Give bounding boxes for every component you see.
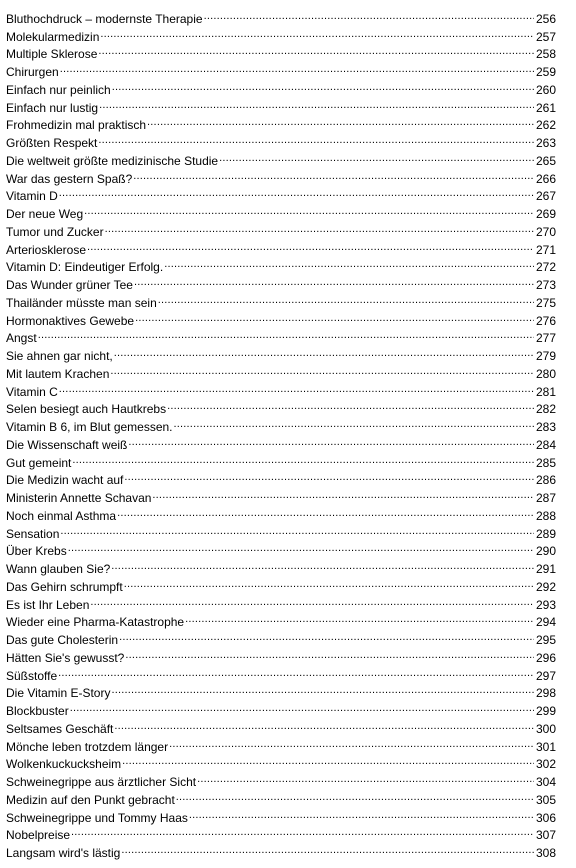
toc-entry-page-number: 279: [535, 349, 556, 363]
toc-entry-page-number: 292: [535, 579, 556, 594]
toc-entry-page-number: 266: [535, 171, 556, 186]
toc-entry: [6, 254, 556, 275]
toc-dot-leader: [110, 360, 534, 378]
toc-dot-leader: [124, 573, 534, 591]
toc-dot-leader: [197, 768, 534, 786]
toc-entry-page-number: 284: [535, 437, 556, 452]
toc-entry-page-number: 282: [535, 402, 556, 417]
toc-entry: [6, 183, 556, 204]
toc-entry-title: Schweinegrippe aus ärztlicher Sicht: [6, 775, 197, 789]
toc-entry: [6, 396, 556, 417]
toc-dot-leader: [122, 751, 534, 769]
toc-entry-page-number: 301: [535, 739, 556, 754]
toc-dot-leader: [135, 307, 534, 325]
toc-dot-leader: [100, 23, 534, 41]
toc-dot-leader: [98, 41, 534, 59]
toc-dot-leader: [38, 325, 534, 343]
toc-entry-title: Bluthochdruck – modernste Therapie: [6, 11, 203, 26]
toc-entry-page-number: 263: [535, 136, 556, 150]
toc-entry: [6, 218, 556, 239]
toc-entry-title: Süßstoffe: [6, 668, 58, 683]
toc-dot-leader: [114, 342, 534, 360]
toc-dot-leader: [117, 502, 534, 520]
toc-entry-page-number: 300: [535, 721, 556, 736]
toc-entry: [6, 520, 556, 541]
toc-entry-title: Vitamin B 6, im Blut gemessen.: [6, 420, 173, 434]
toc-dot-leader: [204, 5, 534, 23]
toc-dot-leader: [111, 555, 534, 573]
toc-entry-title: Wieder eine Pharma-Katastrophe: [6, 615, 185, 630]
toc-entry-title: Die Wissenschaft weiß: [6, 437, 128, 452]
toc-entry-page-number: 260: [535, 82, 556, 97]
toc-entry-page-number: 285: [535, 455, 556, 470]
toc-dot-leader: [189, 804, 534, 822]
toc-dot-leader: [169, 733, 534, 751]
toc-entry-page-number: 269: [535, 207, 556, 221]
toc-entry-title: Größten Respekt: [6, 136, 98, 150]
toc-entry-page-number: 298: [535, 686, 556, 701]
toc-dot-leader: [58, 662, 534, 680]
toc-entry-title: War das gestern Spaß?: [6, 171, 133, 186]
toc-entry-page-number: 277: [535, 331, 556, 346]
toc-entry-page-number: 304: [535, 775, 556, 789]
toc-entry-page-number: 302: [535, 757, 556, 772]
toc-dot-leader: [68, 538, 534, 556]
toc-dot-leader: [158, 289, 534, 307]
toc-entry-page-number: 272: [535, 260, 556, 275]
toc-entry-page-number: 293: [535, 597, 556, 612]
toc-entry-title: Mönche leben trotzdem länger: [6, 739, 169, 754]
toc-entry-title: Hätten Sie's gewusst?: [6, 650, 125, 665]
toc-dot-leader: [128, 431, 534, 449]
toc-entry: [6, 680, 556, 701]
toc-entry-title: Schweinegrippe und Tommy Haas: [6, 810, 188, 825]
toc-entry-page-number: 297: [535, 668, 556, 683]
toc-entry: [6, 555, 556, 576]
toc-dot-leader: [112, 76, 534, 94]
toc-entry-page-number: 286: [535, 473, 556, 488]
toc-entry: [6, 76, 556, 97]
toc-entry-page-number: 259: [535, 65, 556, 79]
toc-entry: [6, 200, 556, 221]
toc-entry-page-number: 270: [535, 224, 556, 239]
toc-entry-page-number: 265: [535, 153, 556, 168]
toc-entry-title: Vitamin C: [6, 384, 58, 399]
toc-entry-page-number: 290: [535, 544, 556, 559]
toc-dot-leader: [59, 378, 534, 396]
toc-entry: [6, 715, 556, 736]
toc-dot-leader: [114, 715, 534, 733]
toc-dot-leader: [219, 147, 534, 165]
toc-entry-page-number: 307: [535, 828, 556, 843]
toc-entry-page-number: 288: [535, 508, 556, 523]
toc-entry: [6, 58, 556, 79]
toc-entry-title: Einfach nur peinlich: [6, 82, 111, 97]
toc-entry-title: Noch einmal Asthma: [6, 508, 117, 523]
toc-entry-page-number: 261: [535, 100, 556, 115]
toc-entry-title: Angst: [6, 331, 37, 346]
toc-dot-leader: [71, 822, 534, 840]
toc-dot-leader: [87, 236, 534, 254]
toc-entry-page-number: 258: [535, 47, 556, 62]
toc-dot-leader: [84, 200, 534, 218]
toc-dot-leader: [121, 839, 534, 857]
toc-entry-title: Thailänder müsste man sein: [6, 295, 157, 310]
toc-entry: [6, 697, 556, 718]
toc-dot-leader: [72, 449, 534, 467]
toc-entry-page-number: 267: [535, 189, 556, 204]
toc-dot-leader: [59, 183, 534, 201]
toc-entry-page-number: 256: [535, 11, 556, 26]
toc-entry: [6, 378, 556, 399]
toc-dot-leader: [90, 591, 534, 609]
toc-dot-leader: [167, 396, 534, 414]
toc-entry-page-number: 308: [535, 846, 556, 860]
toc-dot-leader: [152, 484, 534, 502]
toc-dot-leader: [134, 271, 534, 289]
toc-dot-leader: [174, 413, 534, 431]
toc-entry-title: Nobelpreise: [6, 828, 71, 843]
toc-entry: [6, 822, 556, 843]
toc-entry-page-number: 273: [535, 278, 556, 292]
toc-entry-title: Selen besiegt auch Hautkrebs: [6, 402, 167, 417]
toc-dot-leader: [147, 112, 534, 130]
toc-entry-title: Vitamin D: [6, 189, 58, 204]
toc-entry-page-number: 299: [535, 704, 556, 718]
toc-dot-leader: [70, 697, 534, 715]
toc-dot-leader: [124, 467, 534, 485]
toc-entry: [6, 342, 556, 363]
toc-entry-page-number: 306: [535, 810, 556, 825]
toc-dot-leader: [164, 254, 534, 272]
toc-entry-page-number: 271: [535, 242, 556, 257]
toc-entry: [6, 839, 556, 860]
toc-dot-leader: [119, 626, 534, 644]
toc-entry-title: Die Medizin wacht auf: [6, 473, 124, 488]
toc-entry-title: Frohmedizin mal praktisch: [6, 118, 147, 133]
toc-entry-title: Gut gemeint: [6, 455, 72, 470]
toc-entry-title: Das Gehirn schrumpft: [6, 579, 123, 594]
toc-entry-title: Wolkenkuckucksheim: [6, 757, 122, 772]
toc-entry-title: Wann glauben Sie?: [6, 562, 111, 576]
toc-entry-title: Das gute Cholesterin: [6, 633, 119, 647]
toc-entry: [6, 325, 556, 346]
toc-entry-title: Das Wunder grüner Tee: [6, 278, 133, 292]
toc-dot-leader: [98, 129, 534, 147]
toc-dot-leader: [105, 218, 534, 236]
toc-dot-leader: [176, 786, 534, 804]
toc-entry-title: Molekularmedizin: [6, 29, 100, 44]
toc-entry-page-number: 296: [535, 650, 556, 665]
toc-entry-title: Medizin auf den Punkt gebracht: [6, 792, 175, 807]
toc-entry: [6, 449, 556, 470]
toc-entry-page-number: 281: [535, 384, 556, 399]
toc-entry-page-number: 295: [535, 633, 556, 647]
toc-entry-page-number: 294: [535, 615, 556, 630]
toc-entry-page-number: 257: [535, 29, 556, 44]
toc-entry: [6, 236, 556, 257]
toc-entry-title: Multiple Sklerose: [6, 47, 98, 62]
toc-dot-leader: [185, 609, 534, 627]
toc-dot-leader: [99, 94, 534, 112]
toc-entry-title: Über Krebs: [6, 544, 67, 559]
toc-entry-title: Seltsames Geschäft: [6, 721, 114, 736]
toc-entry-page-number: 289: [535, 526, 556, 541]
toc-entry-title: Vitamin D: Eindeutiger Erfolg.: [6, 260, 164, 275]
toc-entry-title: Blockbuster: [6, 704, 69, 718]
toc-entry: [6, 5, 556, 26]
table-of-contents: [6, 5, 556, 860]
toc-entry: [6, 538, 556, 559]
toc-entry-title: Die Vitamin E-Story: [6, 686, 111, 701]
toc-dot-leader: [111, 680, 533, 698]
toc-entry-page-number: 287: [535, 491, 556, 505]
toc-entry-title: Mit lautem Krachen: [6, 366, 110, 381]
toc-entry: [6, 662, 556, 683]
toc-entry-title: Hormonaktives Gewebe: [6, 313, 135, 328]
toc-entry-title: Langsam wird's lästig: [6, 846, 121, 860]
toc-entry-title: Sensation: [6, 526, 60, 541]
toc-entry-title: Der neue Weg: [6, 207, 84, 221]
toc-entry-page-number: 291: [535, 562, 556, 576]
toc-dot-leader: [60, 520, 534, 538]
toc-dot-leader: [60, 58, 534, 76]
toc-entry-page-number: 262: [535, 118, 556, 133]
toc-entry-title: Ministerin Annette Schavan: [6, 491, 152, 505]
toc-entry-page-number: 280: [535, 366, 556, 381]
toc-entry-page-number: 305: [535, 792, 556, 807]
toc-entry-page-number: 276: [535, 313, 556, 328]
toc-dot-leader: [125, 644, 534, 662]
toc-entry-title: Arteriosklerose: [6, 242, 87, 257]
toc-entry: [6, 467, 556, 488]
toc-entry-page-number: 283: [535, 420, 556, 434]
toc-entry-title: Einfach nur lustig: [6, 100, 99, 115]
toc-entry-title: Chirurgen: [6, 65, 59, 79]
toc-entry-title: Es ist Ihr Leben: [6, 597, 90, 612]
toc-entry-page-number: 275: [535, 295, 556, 310]
toc-entry-title: Die weltweit größte medizinische Studie: [6, 153, 219, 168]
toc-dot-leader: [133, 165, 534, 183]
toc-entry-title: Tumor und Zucker: [6, 224, 104, 239]
toc-entry-title: Sie ahnen gar nicht,: [6, 349, 113, 363]
